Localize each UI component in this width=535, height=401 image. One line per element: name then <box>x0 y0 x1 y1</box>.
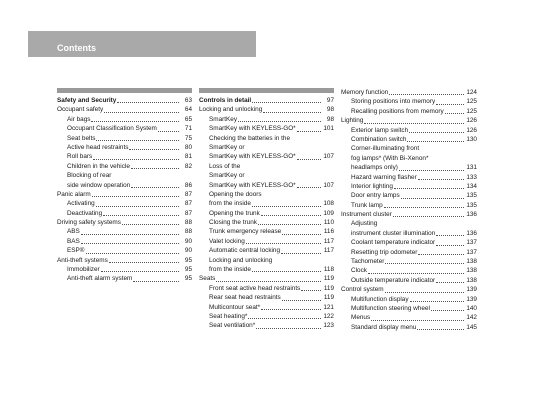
toc-entry[interactable] <box>57 209 192 218</box>
dot-leader <box>399 170 464 171</box>
toc-entry-title: Resetting trip odometer <box>351 248 418 256</box>
toc-entry-title: Locking and unlocking <box>199 106 263 114</box>
toc-entry-title: Clock <box>351 267 367 275</box>
toc-entry[interactable] <box>341 88 477 97</box>
toc-entry-title: Seat belts <box>67 134 96 142</box>
toc-page-number: 125 <box>466 98 477 106</box>
toc-entry-title: Trunk lamp <box>351 201 383 209</box>
section-bar <box>199 88 334 93</box>
toc-entry[interactable] <box>199 152 334 161</box>
toc-entry[interactable] <box>199 265 334 274</box>
toc-entry-title: Locking and unlocking <box>209 256 273 264</box>
toc-entry[interactable] <box>199 124 334 133</box>
toc-entry-title: Adjusting <box>351 220 378 228</box>
toc-page-number: 136 <box>466 211 477 219</box>
dot-leader <box>104 112 179 113</box>
dot-leader <box>418 254 464 255</box>
toc-page-number: 122 <box>323 312 334 320</box>
toc-entry[interactable] <box>57 227 192 236</box>
dot-leader <box>238 121 321 122</box>
toc-entry-title: Door entry lamps <box>351 192 400 200</box>
toc-page-number: 87 <box>184 190 192 198</box>
toc-page-number: 116 <box>323 228 334 236</box>
toc-page-number: 130 <box>466 135 477 143</box>
toc-entry[interactable] <box>199 246 334 255</box>
dot-leader <box>384 207 464 208</box>
toc-entry-title: Deactivating <box>67 209 103 217</box>
dot-leader <box>407 141 464 142</box>
toc-entry-title: Corner-illuminating front <box>351 145 420 153</box>
dot-leader <box>297 131 321 132</box>
toc-page-number: 145 <box>466 323 477 331</box>
toc-section-heading[interactable] <box>199 96 334 105</box>
toc-entry-title: Valet locking <box>209 237 245 245</box>
toc-entry[interactable] <box>57 181 192 190</box>
toc-entry-title: Panic alarm <box>57 190 91 198</box>
toc-entry[interactable] <box>57 237 192 246</box>
toc-page-number: 71 <box>184 125 192 133</box>
toc-entry-title: SmartKey with KEYLESS-GO* <box>209 181 296 189</box>
dot-leader <box>91 121 179 122</box>
toc-column-2 <box>199 88 334 331</box>
toc-entry[interactable] <box>57 115 192 124</box>
toc-entry-title: Lighting <box>341 117 364 125</box>
toc-page-number: 139 <box>466 295 477 303</box>
toc-page-number: 137 <box>466 248 477 256</box>
toc-entry-title: Interior lighting <box>351 182 393 190</box>
toc-entry[interactable] <box>57 265 192 274</box>
toc-entry-title: Instrument cluster <box>341 211 392 219</box>
toc-entry-title: Memory function <box>341 88 389 96</box>
dot-leader <box>431 310 464 311</box>
toc-page-number: 86 <box>184 181 192 189</box>
toc-page-number: 125 <box>466 107 477 115</box>
toc-entry-title: Multifunction steering wheel <box>351 304 430 312</box>
toc-page-number: 117 <box>323 247 334 255</box>
toc-entry-title: Closing the trunk <box>209 219 257 227</box>
toc-page-number: 118 <box>323 266 334 274</box>
toc-entry[interactable] <box>341 135 477 144</box>
dot-leader <box>246 243 321 244</box>
toc-page-number: 119 <box>323 275 334 283</box>
toc-entry-title: Automatic central locking <box>209 247 281 255</box>
toc-entry-title: BAS <box>67 237 80 245</box>
toc-entry-title: SmartKey or <box>209 143 245 151</box>
toc-page-number: 123 <box>323 322 334 330</box>
toc-entry-title: Menus <box>351 314 371 322</box>
toc-page-number: 110 <box>323 219 334 227</box>
toc-page-number: 90 <box>184 237 192 245</box>
toc-page-number: 63 <box>184 96 192 104</box>
dot-leader <box>263 112 321 113</box>
toc-entry[interactable] <box>57 246 192 255</box>
toc-entry[interactable] <box>341 238 477 247</box>
toc-entry-title: Safety and Security <box>57 96 117 104</box>
toc-entry[interactable] <box>199 199 334 208</box>
toc-entry-title: Seats <box>199 275 216 283</box>
toc-entry[interactable] <box>341 154 477 163</box>
dot-leader <box>131 187 179 188</box>
toc-entry[interactable] <box>199 115 334 124</box>
toc-page-number: 108 <box>323 200 334 208</box>
toc-page-number: 140 <box>466 304 477 312</box>
dot-leader <box>258 224 321 225</box>
dot-leader <box>436 282 464 283</box>
toc-page-number: 80 <box>184 143 192 151</box>
toc-entry[interactable] <box>199 171 334 180</box>
dot-leader <box>368 273 464 274</box>
toc-entry-title: Storing positions into memory <box>351 98 436 106</box>
toc-entry[interactable] <box>341 276 477 285</box>
toc-entry-title: Hazard warning flasher <box>351 173 417 181</box>
toc-entry-title: Anti-theft alarm system <box>67 275 133 283</box>
toc-entry[interactable] <box>341 229 477 238</box>
toc-page-number: 101 <box>323 125 334 133</box>
toc-entry-title: Tachometer <box>351 258 385 266</box>
dot-leader <box>252 271 321 272</box>
toc-entry[interactable] <box>199 181 334 190</box>
toc-entry-title: Air bags <box>67 115 91 123</box>
toc-column-3 <box>341 88 477 332</box>
toc-page-number: 134 <box>466 182 477 190</box>
toc-entry-title: Combination switch <box>351 135 407 143</box>
toc-page-number: 95 <box>184 256 192 264</box>
toc-entry-title: Outside temperature indicator <box>351 276 436 284</box>
toc-entry-title: Seat ventilation* <box>209 322 256 330</box>
toc-entry[interactable] <box>199 321 334 330</box>
dot-leader <box>252 102 321 103</box>
dot-leader <box>92 196 179 197</box>
page-title: Contents <box>57 43 96 53</box>
dot-leader <box>103 215 179 216</box>
dot-leader <box>436 245 464 246</box>
dot-leader <box>261 309 321 310</box>
toc-page-number: 136 <box>466 229 477 237</box>
toc-page-number: 119 <box>323 284 334 292</box>
toc-entry-title: SmartKey with KEYLESS-GO* <box>209 153 296 161</box>
dot-leader <box>436 104 464 105</box>
toc-entry-title: Controls in detail <box>199 96 252 104</box>
toc-entry[interactable] <box>341 295 477 304</box>
dot-leader <box>297 187 321 188</box>
toc-entry-title: Seat heating* <box>209 312 248 320</box>
dot-leader <box>401 198 464 199</box>
dot-leader <box>393 216 464 217</box>
dot-leader <box>109 262 179 263</box>
toc-entry[interactable] <box>57 190 192 199</box>
dot-leader <box>96 140 179 141</box>
toc-page-number: 87 <box>184 200 192 208</box>
toc-entry-title: Rear seat head restraints <box>209 294 281 302</box>
toc-entry[interactable] <box>341 323 477 332</box>
toc-column-1 <box>57 88 192 284</box>
toc-page-number: 95 <box>184 275 192 283</box>
dot-leader <box>301 290 321 291</box>
dot-leader <box>371 320 464 321</box>
toc-entry-title: side window operation <box>67 181 131 189</box>
toc-page-number: 139 <box>466 286 477 294</box>
toc-entry-title: Anti-theft systems <box>57 256 108 264</box>
dot-leader <box>261 215 321 216</box>
toc-entry[interactable] <box>199 237 334 246</box>
toc-entry[interactable] <box>341 182 477 191</box>
dot-leader <box>248 318 321 319</box>
toc-page-number: 126 <box>466 126 477 134</box>
toc-entry[interactable] <box>199 303 334 312</box>
toc-entry-title: Opening the trunk <box>209 209 260 217</box>
toc-entry-title: SmartKey with KEYLESS-GO* <box>209 125 296 133</box>
toc-entry-title: Blocking of rear <box>67 172 112 180</box>
toc-entry-title: Coolant temperature indicator <box>351 239 436 247</box>
toc-entry-title: Active head restraints <box>67 143 129 151</box>
toc-section-heading[interactable] <box>57 96 192 105</box>
toc-entry[interactable] <box>341 266 477 275</box>
toc-entry[interactable] <box>341 163 477 172</box>
toc-entry-title: ABS <box>67 228 80 236</box>
toc-entry-title: Immobilizer <box>67 266 100 274</box>
toc-page-number: 98 <box>326 115 334 123</box>
toc-page-number: 88 <box>184 228 192 236</box>
toc-entry-title: Multifunction display <box>351 295 409 303</box>
toc-entry-title: Opening the doors <box>209 190 262 198</box>
dot-leader <box>389 94 464 95</box>
toc-page-number: 131 <box>466 164 477 172</box>
toc-entry-title: SmartKey <box>209 115 238 123</box>
toc-entry-title: SmartKey or <box>209 172 245 180</box>
toc-entry[interactable] <box>341 219 477 228</box>
toc-entry-title: Driving safety systems <box>57 219 121 227</box>
toc-entry[interactable] <box>199 162 334 171</box>
dot-leader <box>297 159 321 160</box>
toc-entry[interactable] <box>341 248 477 257</box>
toc-page-number: 137 <box>466 239 477 247</box>
toc-entry[interactable] <box>341 97 477 106</box>
toc-entry-title: Roll bars <box>67 153 93 161</box>
dot-leader <box>364 123 464 124</box>
toc-page-number: 64 <box>184 106 192 114</box>
toc-page-number: 88 <box>184 219 192 227</box>
dot-leader <box>394 188 464 189</box>
toc-entry-title: Occupant safety <box>57 106 104 114</box>
dot-leader <box>256 328 321 329</box>
dot-leader <box>96 206 179 207</box>
toc-entry-title: from the inside <box>209 266 251 274</box>
dot-leader <box>216 281 321 282</box>
dot-leader <box>281 253 321 254</box>
toc-entry[interactable] <box>57 105 192 114</box>
toc-page-number: 87 <box>184 209 192 217</box>
toc-page-number: 95 <box>184 266 192 274</box>
toc-page-number: 138 <box>466 258 477 266</box>
toc-entry-title: fog lamps* (With Bi-Xenon* <box>351 154 429 162</box>
dot-leader <box>282 234 321 235</box>
dot-leader <box>436 235 464 236</box>
toc-page-number: 138 <box>466 267 477 275</box>
toc-entry[interactable] <box>199 284 334 293</box>
toc-entry-title: ESP® <box>67 247 85 255</box>
toc-page-number: 98 <box>326 106 334 114</box>
toc-page-number: 90 <box>184 247 192 255</box>
toc-entry-title: Multicontour seat* <box>209 303 261 311</box>
toc-entry-title: Occupant Classification System <box>67 125 157 133</box>
toc-entry[interactable] <box>57 256 192 265</box>
toc-entry[interactable] <box>57 274 192 283</box>
toc-entry[interactable] <box>199 209 334 218</box>
toc-page-number: 81 <box>184 153 192 161</box>
dot-leader <box>129 149 179 150</box>
toc-entry[interactable] <box>341 257 477 266</box>
toc-page-number: 126 <box>466 117 477 125</box>
toc-page-number: 117 <box>323 237 334 245</box>
dot-leader <box>158 131 179 132</box>
toc-page-number: 121 <box>323 303 334 311</box>
toc-entry-title: Control system <box>341 286 384 294</box>
toc-entry[interactable] <box>341 304 477 313</box>
toc-entry[interactable] <box>341 313 477 322</box>
toc-page-number: 75 <box>184 134 192 142</box>
toc-entry-title: Exterior lamp switch <box>351 126 409 134</box>
toc-entry-title: Children in the vehicle <box>67 162 130 170</box>
toc-entry-title: Front seat active head restraints <box>209 284 301 292</box>
dot-leader <box>81 234 179 235</box>
dot-leader <box>418 179 464 180</box>
toc-entry-title: Trunk emergency release <box>209 228 282 236</box>
toc-entry[interactable] <box>199 227 334 236</box>
toc-entry-title: headlamps only) <box>351 164 398 172</box>
dot-leader <box>282 300 321 301</box>
dot-leader <box>409 132 464 133</box>
toc-entry[interactable] <box>341 201 477 210</box>
dot-leader <box>86 253 180 254</box>
toc-page-number: 135 <box>466 201 477 209</box>
toc-entry[interactable] <box>199 274 334 283</box>
toc-page-number: 65 <box>184 115 192 123</box>
toc-entry[interactable] <box>57 199 192 208</box>
toc-entry[interactable] <box>199 312 334 321</box>
toc-entry-title: Standard display menu <box>351 323 417 331</box>
toc-page-number: 109 <box>323 209 334 217</box>
dot-leader <box>101 271 179 272</box>
toc-page-number: 119 <box>323 294 334 302</box>
dot-leader <box>410 301 464 302</box>
toc-entry[interactable] <box>341 144 477 153</box>
toc-entry[interactable] <box>341 107 477 116</box>
toc-entry-title: from the inside <box>209 200 251 208</box>
dot-leader <box>81 243 179 244</box>
toc-entry[interactable] <box>199 190 334 199</box>
toc-entry-title: Checking the batteries in the <box>209 134 290 142</box>
toc-entry[interactable] <box>57 152 192 161</box>
dot-leader <box>117 102 179 103</box>
dot-leader <box>385 263 464 264</box>
toc-page-number: 82 <box>184 162 192 170</box>
toc-entry-title: Loss of the <box>209 162 241 170</box>
toc-entry[interactable] <box>199 105 334 114</box>
toc-entry[interactable] <box>199 134 334 143</box>
dot-leader <box>131 168 179 169</box>
dot-leader <box>122 224 179 225</box>
toc-page-number: 133 <box>466 173 477 181</box>
toc-entry[interactable] <box>57 124 192 133</box>
toc-page-number: 107 <box>323 181 334 189</box>
toc-entry[interactable] <box>341 126 477 135</box>
toc-entry[interactable] <box>341 210 477 219</box>
toc-entry[interactable] <box>199 218 334 227</box>
dot-leader <box>385 292 464 293</box>
dot-leader <box>252 206 321 207</box>
toc-entry[interactable] <box>57 134 192 143</box>
toc-entry[interactable] <box>57 218 192 227</box>
toc-entry-title: Recalling positions from memory <box>351 107 444 115</box>
dot-leader <box>417 329 464 330</box>
dot-leader <box>133 281 179 282</box>
toc-page-number: 142 <box>466 314 477 322</box>
toc-entry[interactable] <box>341 191 477 200</box>
section-bar <box>57 88 192 93</box>
toc-entry-title: instrument cluster illumination <box>351 229 436 237</box>
dot-leader <box>93 159 179 160</box>
toc-page-number: 138 <box>466 276 477 284</box>
toc-entry[interactable] <box>341 173 477 182</box>
dot-leader <box>445 113 464 114</box>
toc-entry-title: Activating <box>67 200 95 208</box>
toc-page-number: 124 <box>466 88 477 96</box>
toc-entry[interactable] <box>57 162 192 171</box>
toc-page-number: 135 <box>466 192 477 200</box>
toc-entry[interactable] <box>341 285 477 294</box>
toc-entry[interactable] <box>341 116 477 125</box>
toc-page-number: 97 <box>326 96 334 104</box>
toc-page-number: 107 <box>323 153 334 161</box>
toc-entry[interactable] <box>199 143 334 152</box>
toc-entry[interactable] <box>57 143 192 152</box>
toc-entry[interactable] <box>199 256 334 265</box>
toc-entry[interactable] <box>199 293 334 302</box>
toc-entry[interactable] <box>57 171 192 180</box>
